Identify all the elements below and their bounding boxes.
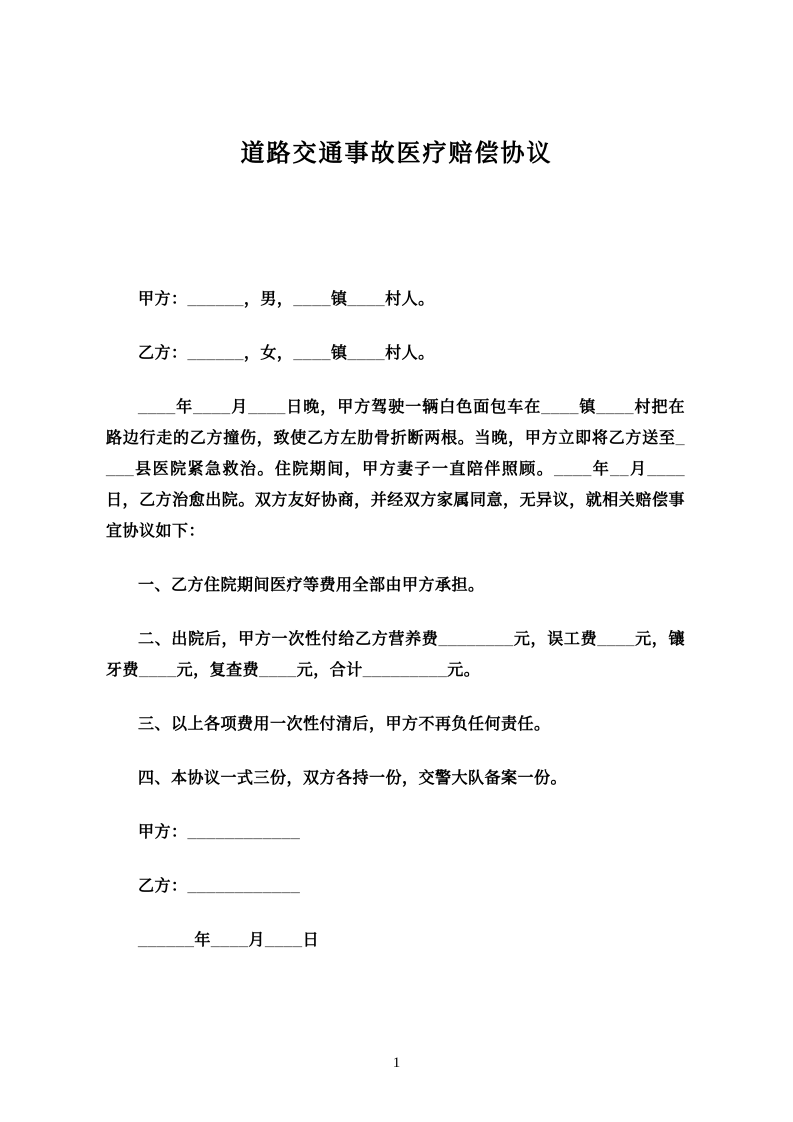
agreement-item-2: 二、出院后，甲方一次性付给乙方营养费________元，误工费____元，镶牙费____元，复查费____元，合计_________元。 xyxy=(106,631,685,679)
signature-party-b-line: 乙方：____________ xyxy=(138,878,301,895)
agreement-item-4: 四、本协议一式三份，双方各持一份，交警大队备案一份。 xyxy=(138,770,568,787)
signature-party-a-line: 甲方：____________ xyxy=(138,824,301,841)
signature-date-line: ______年____月____日 xyxy=(138,932,320,949)
accident-narrative-paragraph: ____年____月____日晚，甲方驾驶一辆白色面包车在____镇____村把在路边行走的乙方撞伤，致使乙方左肋骨折断两根。当晚，甲方立即将乙方送至____县医院紧急救治。住院期间，甲方妻子一直陪伴照顾。____年__月____日，乙方治愈出院。双方友好协商，并经双方家属同意，无异议，就相关赔偿事宜协议如下： xyxy=(106,399,685,540)
document-body xyxy=(0,284,793,956)
page-number: 1 xyxy=(392,1055,401,1071)
agreement-item-3: 三、以上各项费用一次性付清后，甲方不再负任何责任。 xyxy=(138,716,551,733)
party-b-intro-line: 乙方：______，女，____镇____村人。 xyxy=(138,345,435,362)
document-title: 道路交通事故医疗赔偿协议 xyxy=(240,140,553,167)
party-a-intro-line: 甲方：______，男，____镇____村人。 xyxy=(138,291,435,308)
agreement-item-1: 一、乙方住院期间医疗等费用全部由甲方承担。 xyxy=(138,577,485,594)
